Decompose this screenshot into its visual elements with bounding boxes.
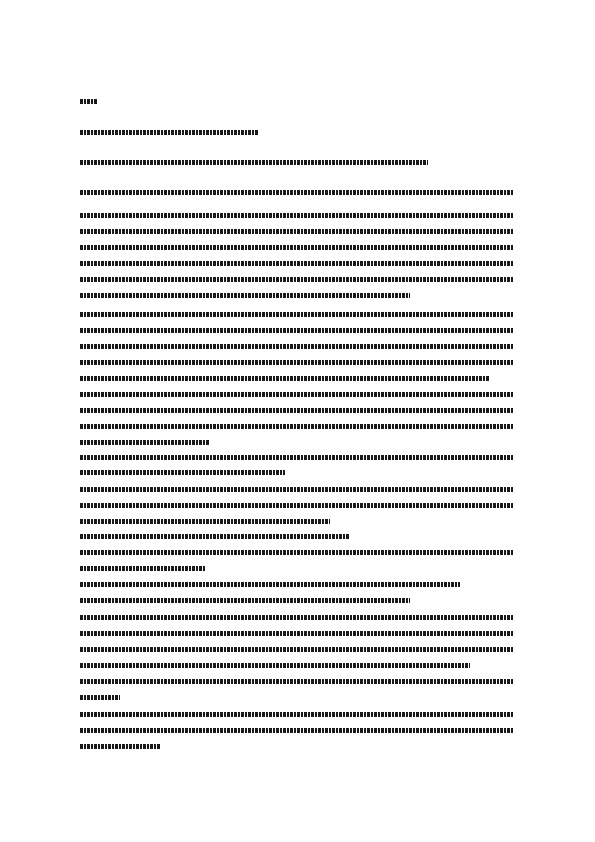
paragraph-line xyxy=(80,679,513,685)
paragraph-line xyxy=(80,408,513,414)
paragraph-line xyxy=(80,534,350,540)
paragraph-line xyxy=(80,615,513,621)
paragraph-line xyxy=(80,598,410,604)
paragraph-line xyxy=(80,344,513,350)
document-subtitle xyxy=(80,160,428,166)
paragraph-line xyxy=(80,312,513,318)
paragraph-line xyxy=(80,328,513,334)
page-label xyxy=(80,99,98,105)
paragraph-line xyxy=(80,519,330,525)
paragraph-line xyxy=(80,392,513,398)
document-title xyxy=(80,130,258,136)
paragraph-line xyxy=(80,245,513,251)
paragraph-line xyxy=(80,566,205,572)
paragraph-line xyxy=(80,728,513,734)
paragraph-line xyxy=(80,582,460,588)
paragraph-line xyxy=(80,663,470,669)
paragraph-line xyxy=(80,376,490,382)
paragraph-line xyxy=(80,277,513,283)
paragraph-line xyxy=(80,744,160,750)
paragraph-line xyxy=(80,503,513,509)
paragraph-line xyxy=(80,550,513,556)
paragraph-line xyxy=(80,293,410,299)
paragraph-line xyxy=(80,470,285,476)
paragraph-line xyxy=(80,695,120,701)
paragraph-line xyxy=(80,213,513,219)
paragraph-line xyxy=(80,440,210,446)
paragraph-line xyxy=(80,229,513,235)
paragraph-line xyxy=(80,455,513,461)
paragraph-line xyxy=(80,487,513,493)
paragraph-line xyxy=(80,631,513,637)
paragraph-line xyxy=(80,190,513,196)
paragraph-line xyxy=(80,261,513,267)
paragraph-line xyxy=(80,360,513,366)
paragraph-line xyxy=(80,712,513,718)
paragraph-line xyxy=(80,424,513,430)
paragraph-line xyxy=(80,647,513,653)
